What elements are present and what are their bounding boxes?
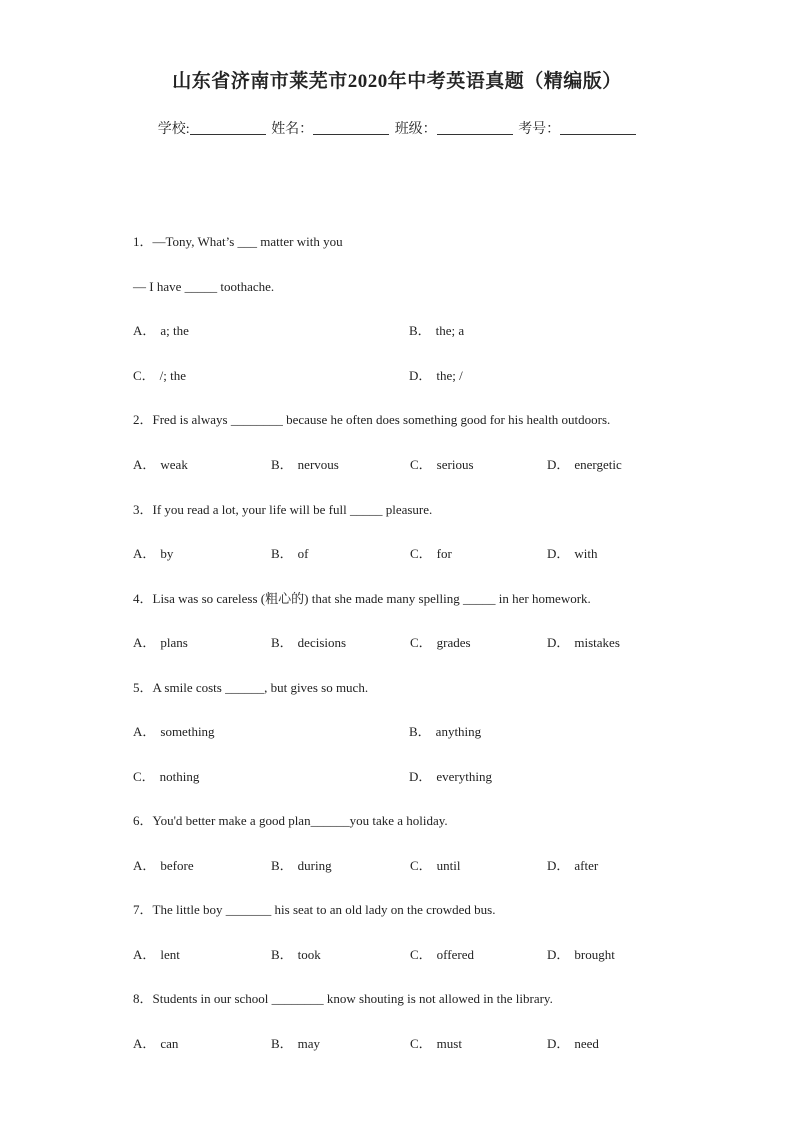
student-info-line bbox=[0, 118, 794, 138]
question-7-options bbox=[133, 947, 693, 963]
question-4-stem: 4．Lisa was so careless (粗心的) that she made many spelling _____ in her homework. bbox=[133, 591, 591, 606]
question-5-options-row-1 bbox=[133, 724, 693, 740]
question-7-stem: 7．The little boy _______ his seat to an old lady on the crowded bus. bbox=[133, 902, 496, 917]
question-1-stem-reply: — I have _____ toothache. bbox=[133, 279, 275, 294]
question-6-options bbox=[133, 858, 693, 874]
question-8-stem: 8．Students in our school ________ know shouting is not allowed in the library. bbox=[133, 991, 553, 1006]
name-label: 姓名： bbox=[271, 122, 314, 137]
question-1-options-row-2 bbox=[133, 368, 693, 384]
option-c[interactable]: C． nothing bbox=[133, 769, 200, 784]
question-1-options-row-1 bbox=[133, 323, 693, 339]
option-c[interactable]: C． for bbox=[410, 546, 452, 561]
question-2-stem: 2．Fred is always ________ because he often does something good for his health outdoors. bbox=[133, 412, 611, 427]
question-8-options bbox=[133, 1036, 693, 1052]
option-a[interactable]: A． by bbox=[133, 546, 174, 561]
page-title: 山东省济南市莱芜市2020年中考英语真题（精编版） bbox=[172, 71, 622, 92]
option-c[interactable]: C． grades bbox=[410, 635, 471, 650]
option-a[interactable]: A． plans bbox=[133, 635, 188, 650]
school-label: 学校: bbox=[157, 122, 190, 137]
option-a[interactable]: A． something bbox=[133, 724, 215, 739]
option-d[interactable]: D． need bbox=[547, 1036, 599, 1051]
option-d[interactable]: D． brought bbox=[547, 947, 615, 962]
option-b[interactable]: B． decisions bbox=[271, 635, 347, 650]
question-1-stem: 1．—Tony, What’s ___ matter with you bbox=[133, 234, 343, 249]
option-c[interactable]: C． offered bbox=[410, 947, 474, 962]
option-c[interactable]: C． until bbox=[410, 858, 461, 873]
option-c[interactable]: C． must bbox=[410, 1036, 462, 1051]
question-5-options-row-2 bbox=[133, 769, 693, 785]
option-d[interactable]: D． with bbox=[547, 546, 598, 561]
option-c[interactable]: C． /; the bbox=[133, 368, 187, 383]
option-a[interactable]: A． weak bbox=[133, 457, 188, 472]
class-label: 班级： bbox=[394, 122, 437, 137]
question-4-options bbox=[133, 635, 693, 651]
exam-number-label: 考号： bbox=[518, 122, 561, 137]
option-a[interactable]: A． can bbox=[133, 1036, 179, 1051]
option-d[interactable]: D． energetic bbox=[547, 457, 622, 472]
name-blank[interactable] bbox=[313, 120, 389, 135]
option-d[interactable]: D． after bbox=[547, 858, 599, 873]
option-b[interactable]: B． of bbox=[271, 546, 309, 561]
option-b[interactable]: B． may bbox=[271, 1036, 321, 1051]
question-3-stem: 3．If you read a lot, your life will be full _____ pleasure. bbox=[133, 502, 433, 517]
option-b[interactable]: B． nervous bbox=[271, 457, 339, 472]
option-a[interactable]: A． before bbox=[133, 858, 194, 873]
option-b[interactable]: B． during bbox=[271, 858, 332, 873]
school-blank[interactable] bbox=[190, 120, 266, 135]
option-d[interactable]: D． mistakes bbox=[547, 635, 620, 650]
class-blank[interactable] bbox=[437, 120, 513, 135]
question-5-stem: 5．A smile costs ______, but gives so much. bbox=[133, 680, 369, 695]
option-a[interactable]: A． lent bbox=[133, 947, 180, 962]
option-c[interactable]: C． serious bbox=[410, 457, 474, 472]
question-2-options bbox=[133, 457, 693, 473]
exam-number-blank[interactable] bbox=[560, 120, 636, 135]
option-b[interactable]: B． took bbox=[271, 947, 321, 962]
option-d[interactable]: D． the; / bbox=[409, 368, 463, 383]
option-a[interactable]: A． a; the bbox=[133, 323, 189, 338]
question-6-stem: 6．You'd better make a good plan______you take a holiday. bbox=[133, 813, 448, 828]
option-b[interactable]: B． the; a bbox=[409, 323, 465, 338]
option-d[interactable]: D． everything bbox=[409, 769, 492, 784]
option-b[interactable]: B． anything bbox=[409, 724, 482, 739]
question-3-options bbox=[133, 546, 693, 562]
